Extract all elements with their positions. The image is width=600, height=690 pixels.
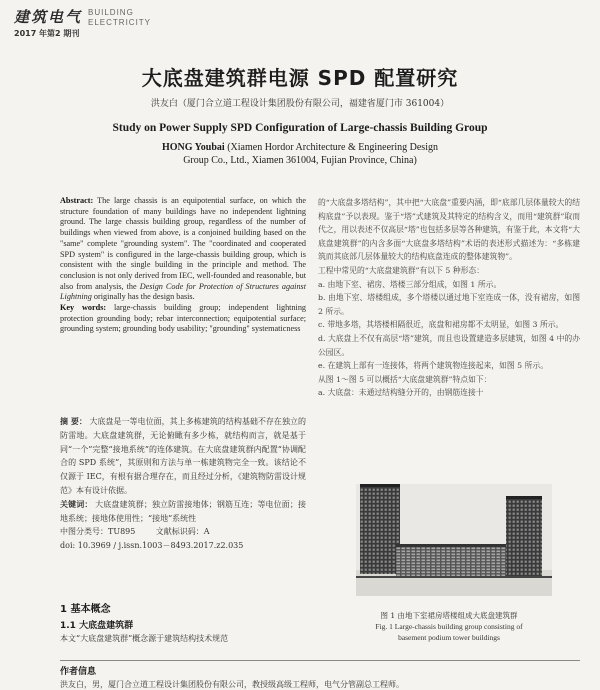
- abstract-cn-text: 大底盘是一等电位面，其上多栋建筑的结构基础不存在独立的防雷地。大底盘建筑群，无论俯瞰有多少栋，就结构而言，就是基于同“一个”完整“接地系统”的连体建筑。在大底盘建筑群内配置“协调配合的 SPD 系统”，其原则和方法与单一栋建筑物完全一致。该结论不仅源于 IEC，有根有据合理存在，而且经过分析，《建筑物防雷设计规范》本有设计依据。: [60, 417, 307, 495]
- abstract-en-text: The large chassis is an equipotential surface, on which the structure foundation of many buildings have no independent lightning ground. The large chassis building group, regardless of the number of buildings when viewed from above, is a conjoined building based on the "same" complete "grounding system". The "coordinated and cooperated SPD system" is configured in the large-chassis building group, which is consistent with the single building in the principle and method. The conclusion is not only derived from IEC, well-founded and reasonable, but also from analysis, the: [60, 196, 306, 291]
- journal-name-cn: 建筑电气: [14, 8, 83, 26]
- article-title-cn: 大底盘建筑群电源 SPD 配置研究: [141, 66, 459, 90]
- body-paragraph: 从图 1～图 5 可以概括“大底盘建筑群”特点如下：: [318, 374, 492, 384]
- body-paragraph: a. 由地下室、裙房、塔楼三部分组成，如图 1 所示。: [318, 279, 502, 289]
- section-body: 本文“大底盘建筑群”概念源于建筑结构技术规范: [60, 634, 229, 643]
- author-info-label: 作者信息: [60, 667, 97, 677]
- figure-caption-cn: 图 1 由地下室裙房塔楼组成大底盘建筑群: [380, 611, 518, 620]
- body-paragraph: b. 由地下室、塔楼组成，多个塔楼以通过地下室连成一体，没有裙房，如图 2 所示。: [318, 293, 580, 316]
- class-number: 中图分类号：TU895: [60, 527, 136, 537]
- figure-caption: [318, 610, 580, 643]
- keywords-en-label: Key words:: [60, 303, 107, 313]
- abstract-en-ref-title: Design Code for Protection of Structures against Lightning: [60, 281, 307, 302]
- document-code: 文献标识码：A: [155, 527, 210, 537]
- tower-left: [360, 484, 400, 574]
- author-block-en: [0, 141, 600, 167]
- abstract-en-tail: originally has the design basis.: [93, 292, 195, 302]
- building-photo: [356, 484, 552, 596]
- body-paragraph: a. 大底盘：未通过结构缝分开的，由钢筋连接十: [318, 388, 484, 398]
- doi: doi: 10.3969 / j.issn.1003－8493.2017.z2.035: [60, 541, 244, 551]
- author-affil-en-1: (Xiamen Hordor Architecture & Engineering Design: [227, 142, 438, 153]
- section-heading: 1 基本概念: [60, 604, 111, 615]
- body-paragraph: 工程中常见的“大底盘建筑群”有以下 5 种形态：: [318, 265, 485, 275]
- divider: [60, 660, 580, 661]
- figure-caption-en-2: basement podium tower buildings: [398, 633, 500, 642]
- abstract-en: [60, 196, 306, 335]
- article-title-en: Study on Power Supply SPD Configuration of Large-chassis Building Group: [112, 122, 488, 134]
- body-paragraph: e. 在建筑上部有一连接体，将两个建筑物连接起来，如图 5 所示。: [318, 361, 549, 371]
- author-name-en: HONG Youbai: [162, 142, 225, 153]
- masthead: [10, 6, 210, 46]
- subsection-heading: 1.1 大底盘建筑群: [60, 621, 134, 631]
- author-info-line: 洪友白，男，厦门合立道工程设计集团股份有限公司，教授级高级工程师，电气分管副总工程师。: [60, 680, 404, 689]
- author-line-cn: 洪友白（厦门合立道工程设计集团股份有限公司，福建省厦门市 361004）: [150, 99, 450, 109]
- abstract-cn: [60, 415, 306, 553]
- body-right-column: [318, 196, 580, 400]
- body-paragraph: 的“大底盘多塔结构”，其中把“大底盘”重要内涵，即“底部几层体量较大的结构底盘”予以表现。鉴于“塔”式建筑及其特定的结构含义，而用“建筑群”取而代之，用以表述不仅高层“塔”也包括多层等各种建筑，有鉴于此，本文将“大底盘建筑群”的内含多面“大底盘多塔结构”术语的表述形式描述为：“多栋建筑而其底部几层体量较大的结构底盘连成的整体建筑物”。: [318, 198, 580, 262]
- keywords-en: large-chassis building group; independent lightning protection grounding body; rebar interconnection; equipotential surface; grounding system; grounding body usability; "grounding" systematicness: [60, 303, 307, 334]
- body-paragraph: c. 带地多塔，其塔楼相隔很近，底盘和裙房都不太明显，如图 3 所示。: [318, 320, 564, 330]
- journal-name-en: [88, 8, 151, 28]
- podium: [396, 546, 516, 576]
- keywords-cn-label: 关键词：: [60, 499, 93, 509]
- tower-right: [506, 498, 542, 576]
- abstract-cn-label: 摘 要：: [60, 417, 87, 426]
- abstract-en-label: Abstract:: [60, 196, 94, 205]
- journal-name-en-line-1: BUILDING: [88, 8, 134, 17]
- figure-caption-en-1: Fig. 1 Large-chassis building group consisting of: [375, 622, 523, 631]
- keywords-cn: 大底盘建筑群；独立防雷接地体；钢筋互连；等电位面；接地系统；接地体使用性；“接地”系统性: [60, 499, 307, 523]
- body-paragraph: d. 大底盘上不仅有高层“塔”建筑，而且也设置建造多层建筑，如图 4 中的办公园区。: [318, 333, 580, 357]
- issue-label: 2017 年第2 期刊: [14, 29, 80, 38]
- journal-name-en-line-2: ELECTRICITY: [88, 18, 152, 27]
- author-affil-en-2: Group Co., Ltd., Xiamen 361004, Fujian Province, China): [183, 155, 417, 166]
